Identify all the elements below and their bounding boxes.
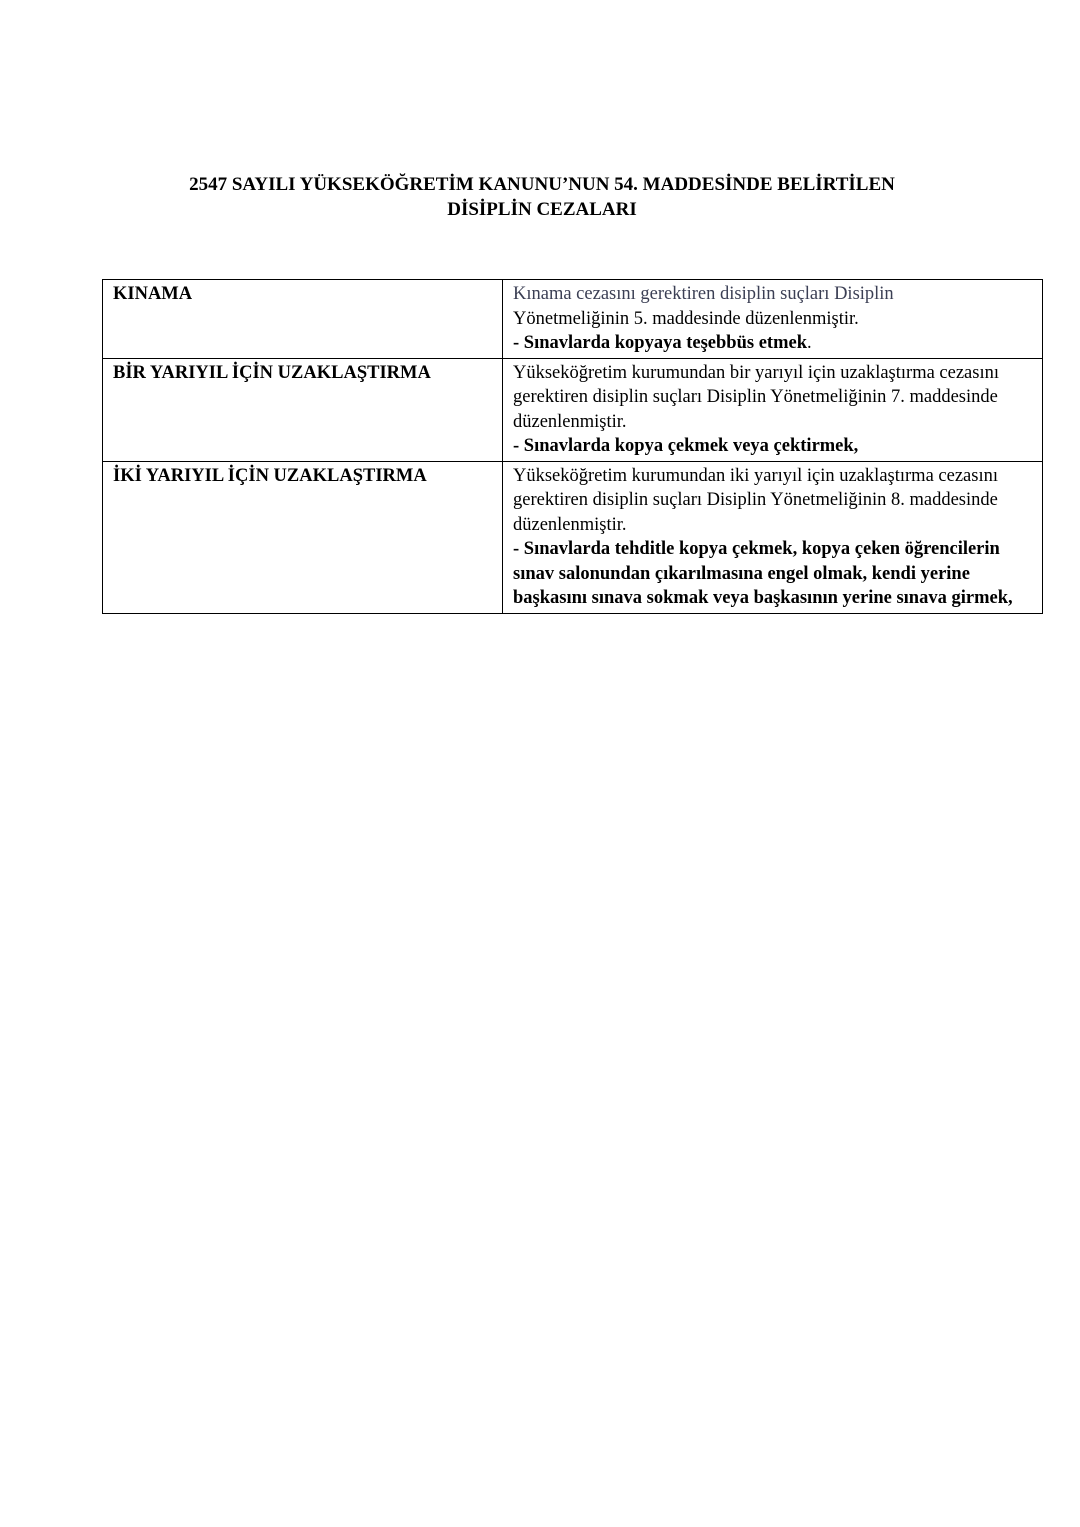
penalty-description-cell (503, 358, 1043, 461)
table-row (103, 280, 1043, 359)
penalty-description-cell (503, 280, 1043, 359)
offense-rule-suffix: . (806, 333, 812, 353)
penalty-description: Yükseköğretim kurumundan iki yarıyıl için uzaklaştırma cezasını gerektiren disiplin suçları Disiplin Yönetmeliğinin 8. maddesinde düzenlenmiştir. (513, 465, 998, 535)
penalty-description-line-1: Kınama cezasını gerektiren disiplin suçları Disiplin (513, 284, 894, 304)
table-row (103, 358, 1043, 461)
document-title-line-2: DİSİPLİN CEZALARI (447, 199, 637, 220)
document-title-line-1: 2547 SAYILI YÜKSEKÖĞRETİM KANUNU’NUN 54. MADDESİNDE BELİRTİLEN (189, 174, 895, 195)
offense-rule-text: - Sınavlarda kopyaya teşebbüs etmek (513, 333, 807, 353)
offense-rule (513, 331, 1036, 356)
offense-rule: - Sınavlarda tehditle kopya çekmek, kopya çeken öğrencilerin sınav salonundan çıkarılmasına engel olmak, kendi yerine başkasını sınava sokmak veya başkasının yerine sınava girmek, (513, 539, 1013, 608)
offense-rule: - Sınavlarda kopya çekmek veya çektirmek, (513, 436, 859, 456)
penalties-table (102, 279, 1043, 614)
penalty-description-cell (503, 461, 1043, 613)
penalty-name-cell: İKİ YARIYIL İÇİN UZAKLAŞTIRMA (103, 461, 503, 613)
document-title (60, 172, 1024, 222)
penalty-name-cell: BİR YARIYIL İÇİN UZAKLAŞTIRMA (103, 358, 503, 461)
penalty-description: Yükseköğretim kurumundan bir yarıyıl için uzaklaştırma cezasını gerektiren disiplin suçları Disiplin Yönetmeliğinin 7. maddesinde düzenlenmiştir. (513, 362, 999, 432)
table-row (103, 461, 1043, 613)
penalty-description-line-2: Yönetmeliğinin 5. maddesinde düzenlenmiştir. (513, 308, 859, 329)
penalty-name-cell: KINAMA (103, 280, 503, 359)
